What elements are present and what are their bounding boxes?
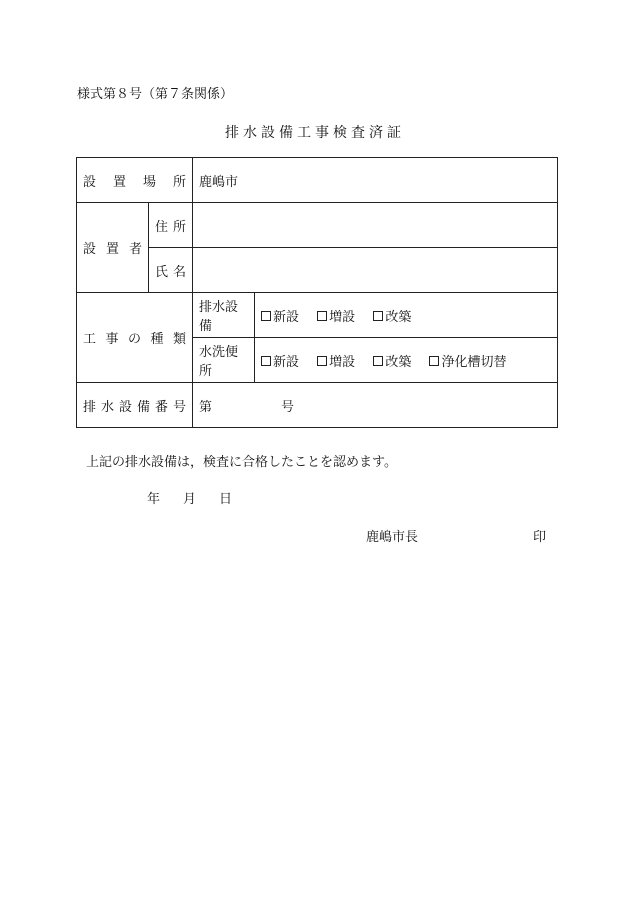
toilet-options — [255, 338, 558, 383]
drainage-option-new[interactable]: 新設 — [261, 310, 299, 325]
seal-mark: 印 — [533, 530, 547, 545]
location-label: 設置場所 — [77, 158, 193, 203]
number-field[interactable] — [193, 383, 558, 428]
date-month: 月 — [183, 492, 197, 507]
location-value: 鹿嶋市 — [193, 158, 558, 203]
form-number: 様式第８号（第７条関係） — [77, 87, 234, 102]
name-field[interactable] — [193, 248, 558, 293]
checkbox-icon[interactable] — [261, 311, 271, 321]
toilet-option-expansion[interactable]: 増設 — [317, 355, 355, 370]
checkbox-icon[interactable] — [317, 356, 327, 366]
issuer-name: 鹿嶋市長 — [366, 530, 419, 545]
name-label: 氏名 — [149, 248, 193, 293]
document-title: 排水設備工事検査済証 — [225, 125, 405, 141]
certificate-table — [76, 157, 558, 428]
toilet-option-septic-switch[interactable]: 浄化槽切替 — [429, 355, 506, 370]
address-label: 住所 — [149, 203, 193, 248]
address-field[interactable] — [193, 203, 558, 248]
name-row — [77, 248, 558, 293]
location-row — [77, 158, 558, 203]
toilet-option-rebuild[interactable]: 改築 — [373, 355, 411, 370]
toilet-label: 水洗便所 — [193, 338, 255, 383]
installer-label: 設置者 — [77, 203, 149, 293]
drainage-options — [255, 293, 558, 338]
address-row — [77, 203, 558, 248]
checkbox-icon[interactable] — [317, 311, 327, 321]
toilet-option-new[interactable]: 新設 — [261, 355, 299, 370]
number-label: 排水設備番号 — [77, 383, 193, 428]
date-year: 年 — [147, 492, 161, 507]
work-type-label: 工事の種類 — [77, 293, 193, 383]
checkbox-icon[interactable] — [373, 356, 383, 366]
number-suffix: 号 — [281, 399, 295, 415]
checkbox-icon[interactable] — [261, 356, 271, 366]
drainage-option-expansion[interactable]: 増設 — [317, 310, 355, 325]
checkbox-icon[interactable] — [429, 356, 439, 366]
number-row — [77, 383, 558, 428]
date-line — [147, 488, 232, 507]
date-day: 日 — [219, 492, 233, 507]
checkbox-icon[interactable] — [373, 311, 383, 321]
number-prefix: 第 — [199, 399, 213, 415]
drainage-row — [77, 293, 558, 338]
drainage-label: 排水設備 — [193, 293, 255, 338]
drainage-option-rebuild[interactable]: 改築 — [373, 310, 411, 325]
certification-statement: 上記の排水設備は，検査に合格したことを認めます。 — [86, 455, 397, 470]
